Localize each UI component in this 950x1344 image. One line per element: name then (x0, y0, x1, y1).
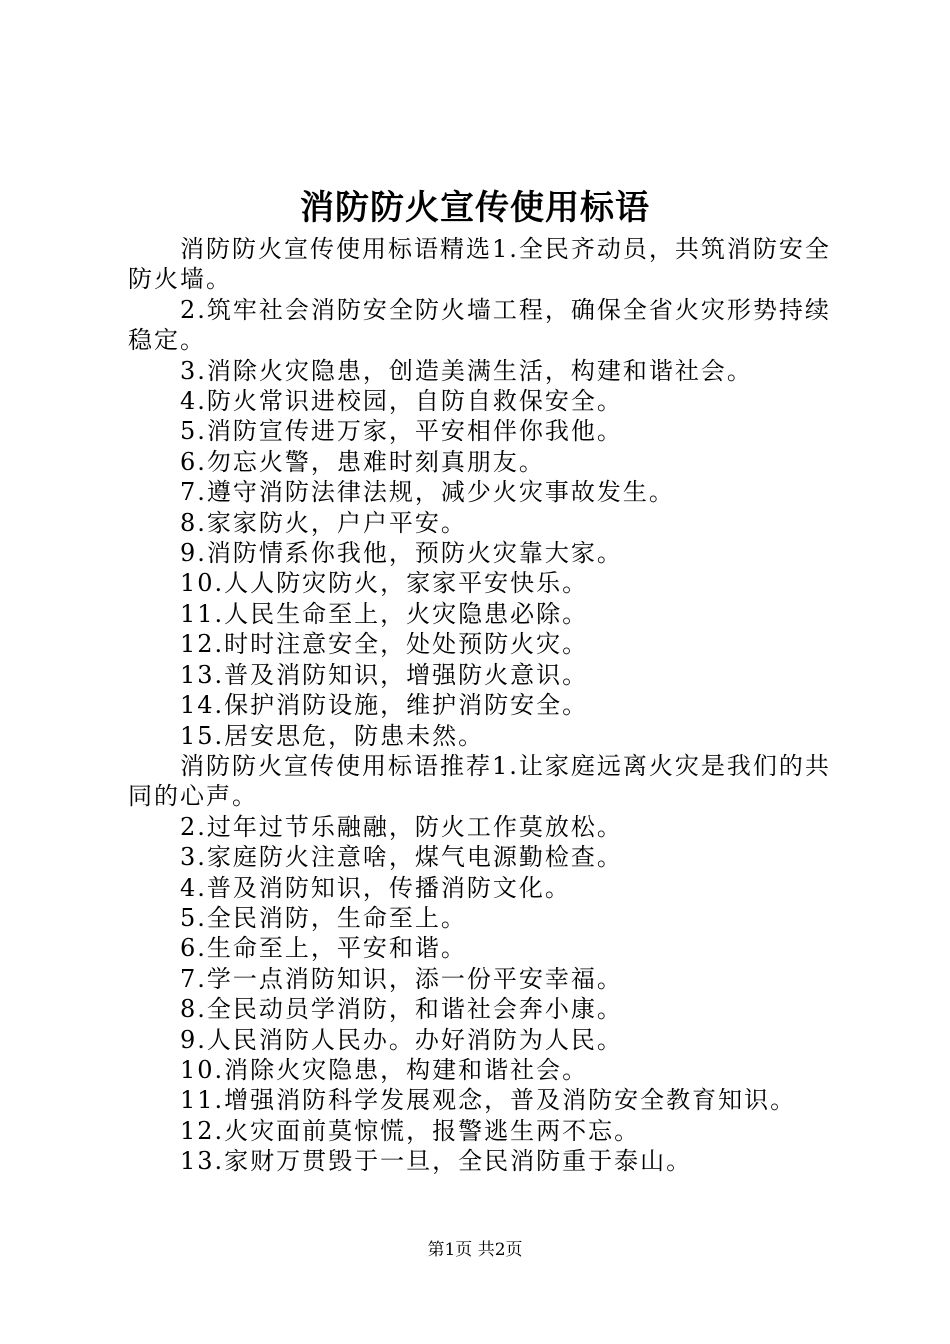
paragraph: 9.人民消防人民办。办好消防为人民。 (180, 1025, 623, 1054)
paragraph: 14.保护消防设施，维护消防安全。 (180, 691, 589, 720)
paragraph: 6.生命至上，平安和谐。 (180, 934, 467, 963)
paragraph: 12.火灾面前莫惊慌，报警逃生两不忘。 (180, 1116, 641, 1145)
paragraph: 5.全民消防，生命至上。 (180, 903, 467, 932)
paragraph: 3.家庭防火注意啥，煤气电源勤检查。 (180, 843, 623, 872)
paragraph: 6.勿忘火警，患难时刻真朋友。 (180, 447, 545, 476)
paragraph: 11.增强消防科学发展观念，普及消防安全教育知识。 (180, 1086, 797, 1115)
paragraph: 15.居安思危，防患未然。 (180, 721, 485, 750)
paragraph: 5.消防宣传进万家，平安相伴你我他。 (180, 417, 623, 446)
paragraph: 10.人人防灾防火，家家平安快乐。 (180, 569, 589, 598)
paragraph: 7.遵守消防法律法规，减少火灾事故发生。 (180, 478, 675, 507)
paragraph: 4.普及消防知识，传播消防文化。 (180, 873, 571, 902)
paragraph: 4.防火常识进校园，自防自救保安全。 (180, 387, 623, 416)
paragraph: 10.消除火灾隐患，构建和谐社会。 (180, 1055, 589, 1084)
paragraph: 消防防火宣传使用标语精选1.全民齐动员，共筑消防安全防火墙。 (128, 235, 831, 294)
paragraph: 7.学一点消防知识，添一份平安幸福。 (180, 964, 623, 993)
paragraph: 8.全民动员学消防，和谐社会奔小康。 (180, 995, 623, 1024)
paragraph: 11.人民生命至上，火灾隐患必除。 (180, 599, 589, 628)
document-body (128, 234, 840, 1177)
paragraph: 8.家家防火，户户平安。 (180, 508, 467, 537)
paragraph: 2.过年过节乐融融，防火工作莫放松。 (180, 812, 623, 841)
paragraph: 12.时时注意安全，处处预防火灾。 (180, 630, 589, 659)
document-title: 消防防火宣传使用标语 (300, 188, 650, 228)
paragraph: 3.消除火灾隐患，创造美满生活，构建和谐社会。 (180, 356, 753, 385)
page-number-footer: 第1页 共2页 (427, 1240, 523, 1260)
paragraph: 消防防火宣传使用标语推荐1.让家庭远离火灾是我们的共同的心声。 (128, 751, 831, 811)
paragraph: 13.家财万贯毁于一旦，全民消防重于泰山。 (180, 1147, 693, 1176)
paragraph: 9.消防情系你我他，预防火灾靠大家。 (180, 539, 623, 568)
paragraph: 13.普及消防知识，增强防火意识。 (180, 660, 589, 689)
paragraph: 2.筑牢社会消防安全防火墙工程，确保全省火灾形势持续稳定。 (128, 295, 831, 355)
